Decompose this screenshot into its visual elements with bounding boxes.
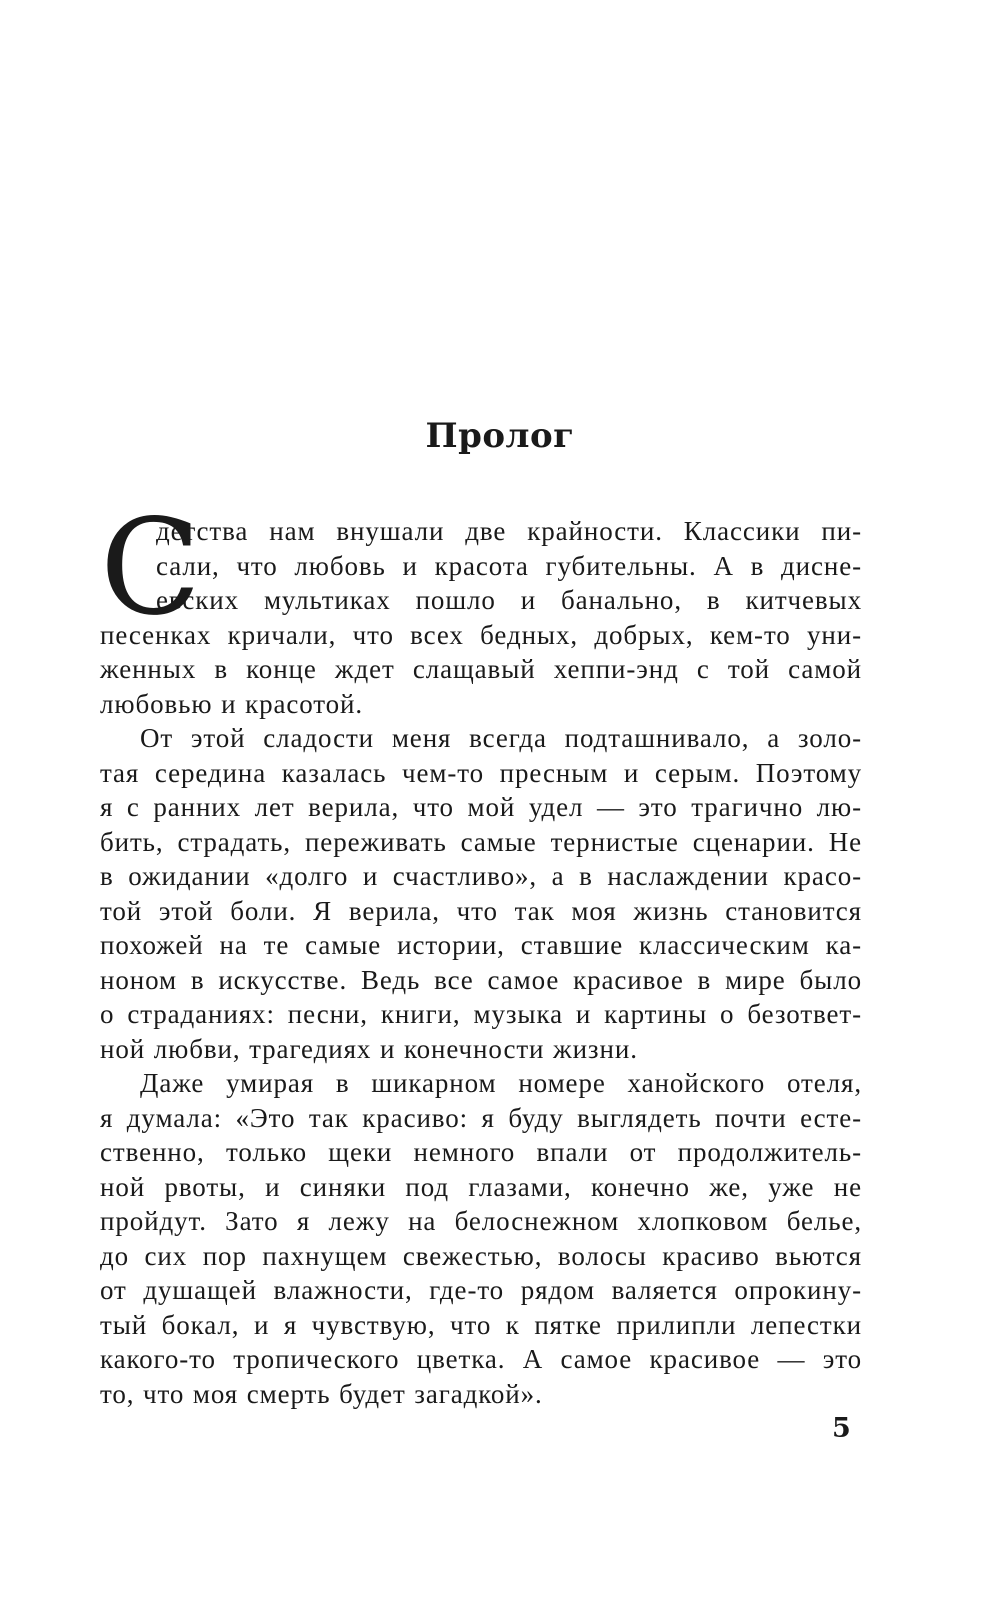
text-line: то, что моя смерть будет загадкой».: [100, 1378, 543, 1409]
text-line: тая середина казалась чем-то пресным и серым. Поэтому: [100, 757, 862, 788]
text-line: От этой сладости меня всегда подташнивало, а золо-: [140, 723, 862, 753]
chapter-title: Пролог: [425, 416, 575, 456]
text-line: детства нам внушали две крайности. Классики пи-: [156, 516, 862, 546]
text-line: в ожидании «долго и счастливо», а в наслаждении красо-: [100, 861, 862, 891]
text-line: тый бокал, и я чувствую, что к пятке прилипли лепестки: [100, 1309, 862, 1340]
body-text: [100, 491, 862, 1411]
text-line: какого-то тропического цветка. А самое красивое — это: [100, 1344, 862, 1374]
text-line: я думала: «Это так красиво: я буду выглядеть почти есте-: [100, 1102, 862, 1133]
text-line: евских мультиках пошло и банально, в китчевых: [156, 585, 862, 615]
text-line: о страданиях: песни, книги, музыка и картины о безответ-: [100, 999, 862, 1029]
page-number: 5: [832, 1413, 851, 1444]
text-line: я с ранних лет верила, что мой удел — это трагично лю-: [100, 792, 862, 822]
paragraph: [100, 491, 862, 721]
text-line: ной рвоты, и синяки под глазами, конечно же, уже не: [100, 1171, 862, 1202]
text-line: пройдут. Зато я лежу на белоснежном хлопковом белье,: [100, 1206, 862, 1236]
text-line: той этой боли. Я верила, что так моя жизнь становится: [100, 895, 862, 926]
text-line: песенках кричали, что всех бедных, добрых, кем-то уни-: [100, 619, 862, 650]
text-line: ноном в искусстве. Ведь все самое красивое в мире было: [100, 964, 862, 995]
text-line: сали, что любовь и красота губительны. А в дисне-: [156, 550, 862, 581]
text-line: Даже умирая в шикарном номере ханойского отеля,: [140, 1068, 862, 1098]
text-line: бить, страдать, переживать самые тернистые сценарии. Не: [100, 826, 862, 857]
text-line: от душащей влажности, где-то рядом валяется опрокину-: [100, 1275, 862, 1305]
paragraph: [100, 721, 862, 1066]
text-line: до сих пор пахнущем свежестью, волосы красиво вьются: [100, 1240, 862, 1271]
text-line: женных в конце ждет слащавый хеппи-энд с той самой: [100, 654, 862, 684]
text-line: похожей на те самые истории, ставшие классическим ка-: [100, 930, 862, 960]
text-line: ной любви, трагедиях и конечности жизни.: [100, 1033, 638, 1064]
text-line: ственно, только щеки немного впали от продолжитель-: [100, 1137, 862, 1167]
paragraph: [100, 1066, 862, 1411]
drop-cap: С: [100, 491, 202, 645]
text-line: любовью и красотой.: [100, 688, 364, 719]
